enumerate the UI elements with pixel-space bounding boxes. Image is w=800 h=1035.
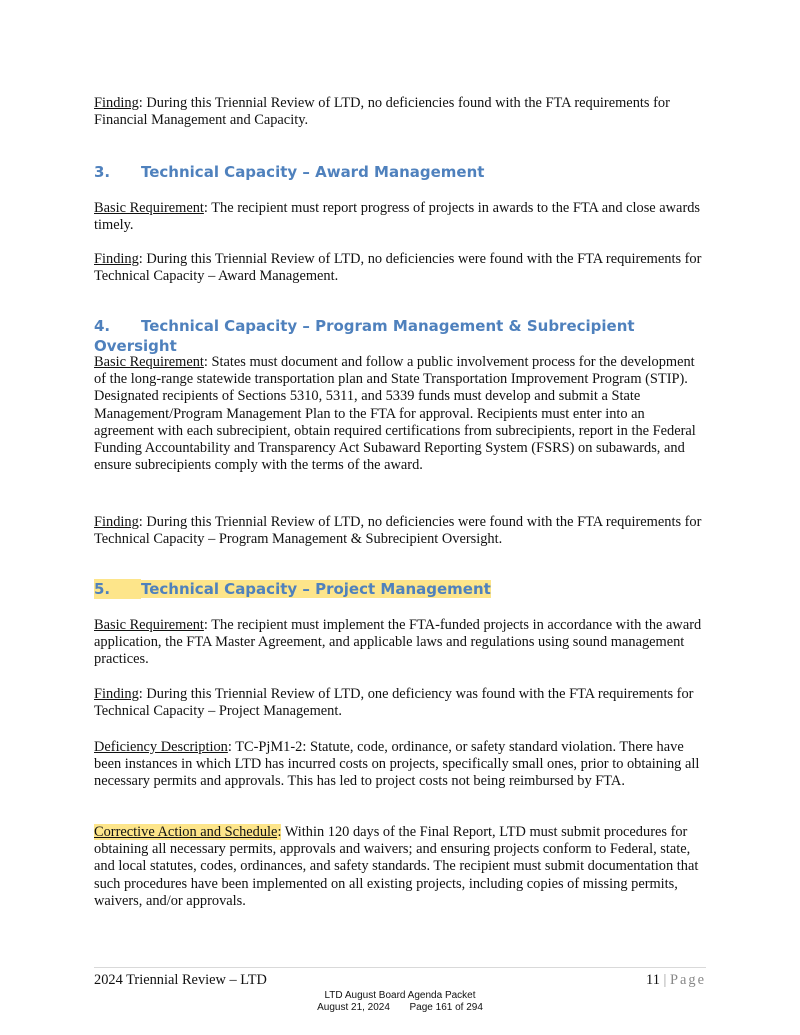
section-number: 4.	[94, 317, 111, 335]
section-3-finding	[94, 251, 706, 285]
finding-label: Finding	[94, 251, 139, 267]
basic-requirement-label: Basic Requirement	[94, 354, 204, 370]
basic-requirement-text: : The recipient must report progress of projects in awards to the FTA and close awards timely.	[94, 200, 701, 234]
footer-document-title: 2024 Triennial Review – LTD	[94, 972, 267, 988]
section-4-finding	[94, 514, 706, 548]
deficiency-text: : TC-PjM1-2: Statute, code, ordinance, or safety standard violation. There have been instances in which LTD has incurred costs on projects, specifically small ones, prior to obtaining all necessary permits and approvals. This has led to project costs not being reimbursed by FTA.	[94, 739, 700, 790]
packet-page: Page 161 of 294	[409, 1002, 483, 1013]
packet-stamp-line-2	[0, 1002, 800, 1014]
finding-label: Finding	[94, 514, 139, 530]
basic-requirement-text: : The recipient must implement the FTA-funded projects in accordance with the award application, the FTA Master Agreement, and applicable laws and regulations using sound management practices.	[94, 617, 702, 668]
finding-text: : During this Triennial Review of LTD, no deficiencies were found with the FTA requirements for Technical Capacity – Program Management & Subrecipient Oversight.	[94, 514, 702, 548]
corrective-action-text: Within 120 days of the Final Report, LTD must submit procedures for obtaining all necessary permits, approvals and waivers; and ensuring projects conform to Federal, state, and local statutes, codes, ordinances, and safety standards. The recipient must submit documentation that such procedures have been implemented on all existing projects, including copies of missing permits, waivers, and/or approvals.	[94, 824, 699, 909]
basic-requirement-text: : States must document and follow a public involvement process for the development of the long-range statewide transportation plan and State Transportation Improvement Program (STIP). Designated recipients of Sections 5310, 5311, and 5339 funds must develop and submit a State Management/Program Management Plan to the FTA for approval. Recipients must enter into an agreement with each subrecipient, obtain required certifications from subrecipients, report in the Federal Funding Accountability and Transparency Act Subaward Reporting System (FSRS) on subawards, and ensure subrecipients comply with the terms of the award.	[94, 354, 696, 474]
finding-label: Finding	[94, 686, 139, 702]
finding-text: : During this Triennial Review of LTD, no deficiencies found with the FTA requirements for Financial Management and Capacity.	[94, 95, 670, 129]
page-number: 11	[646, 972, 660, 988]
corrective-action-colon: :	[277, 824, 282, 840]
section-4-heading	[94, 316, 706, 356]
section-number: 5.	[94, 579, 141, 599]
section-5-basic-requirement	[94, 617, 706, 669]
corrective-action	[94, 824, 706, 910]
footer-divider	[94, 967, 706, 968]
section-title: Technical Capacity – Project Management	[141, 580, 491, 598]
basic-requirement-label: Basic Requirement	[94, 200, 204, 216]
packet-date: August 21, 2024	[317, 1002, 390, 1013]
finding-text: : During this Triennial Review of LTD, one deficiency was found with the FTA requirements for Technical Capacity – Project Management.	[94, 686, 694, 720]
section-number: 3.	[94, 163, 111, 181]
finding-label: Finding	[94, 95, 139, 111]
section-4-basic-requirement	[94, 354, 706, 474]
page-separator: |	[663, 972, 667, 988]
finding-financial	[94, 95, 706, 129]
section-5-finding	[94, 686, 706, 720]
section-3-heading	[94, 162, 706, 182]
basic-requirement-label: Basic Requirement	[94, 617, 204, 633]
footer-page-number	[646, 972, 706, 989]
section-title: Technical Capacity – Award Management	[141, 163, 485, 181]
page-word: Page	[670, 972, 706, 988]
deficiency-label: Deficiency Description	[94, 739, 228, 755]
finding-text: : During this Triennial Review of LTD, no deficiencies were found with the FTA requirements for Technical Capacity – Award Management.	[94, 251, 702, 285]
packet-stamp-line-1: LTD August Board Agenda Packet	[324, 990, 476, 1001]
deficiency-description	[94, 739, 706, 791]
section-5-heading	[94, 579, 706, 599]
section-title: Technical Capacity – Program Management & Subrecipient Oversight	[94, 317, 635, 355]
corrective-action-label: Corrective Action and Schedule	[94, 824, 278, 840]
section-3-basic-requirement	[94, 200, 706, 234]
